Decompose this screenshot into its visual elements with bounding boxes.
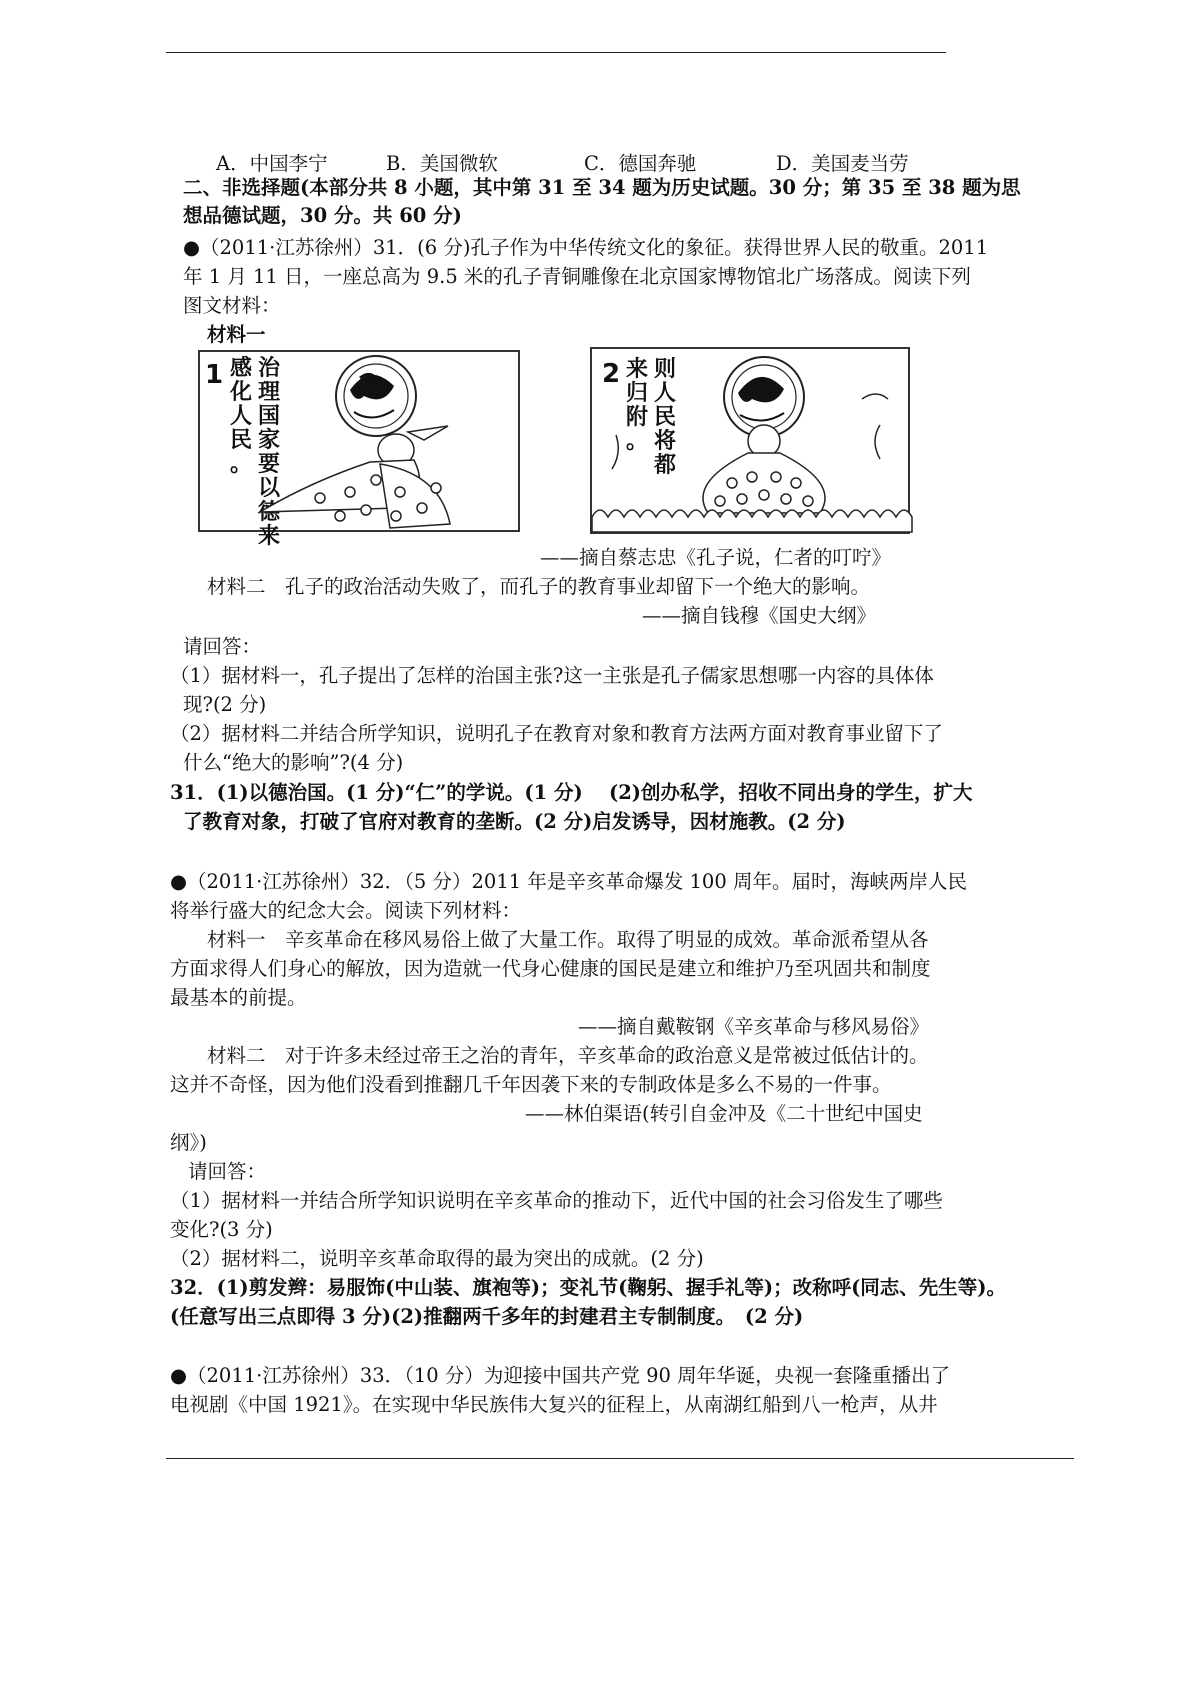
panel-2-caption-col1: 则 人 民 将 都 bbox=[653, 356, 676, 478]
q32-answer-line1: 32．(1)剪发辫：易服饰(中山装、旗袍等)；变礼节(鞠躬、握手礼等)；改称呼(同志、先生等)。 bbox=[170, 1276, 1007, 1299]
q32-m2-source2: 纲》) bbox=[170, 1131, 207, 1154]
option-c: C．德国奔驰 bbox=[584, 152, 697, 175]
footer-rule bbox=[166, 1458, 1074, 1459]
q32-q1-line2: 变化?(3 分) bbox=[170, 1218, 273, 1241]
q31-q2-line2: 什么“绝大的影响”?(4 分) bbox=[183, 751, 404, 774]
confucius-figure-2 bbox=[592, 349, 908, 532]
option-a: A．中国李宁 bbox=[216, 152, 328, 175]
panel-2-caption-col2: 来 归 附 。 bbox=[625, 356, 648, 454]
q31-material2: 材料二 孔子的政治活动失败了，而孔子的教育事业却留下一个绝大的影响。 bbox=[207, 575, 871, 598]
q31-q2-line1: （2）据材料二并结合所学知识，说明孔子在教育对象和教育方法两方面对教育事业留下了 bbox=[170, 722, 943, 745]
header-rule bbox=[166, 52, 946, 53]
q31-source2: ——摘自钱穆《国史大纲》 bbox=[642, 604, 877, 627]
panel-1-number: 1 bbox=[205, 360, 224, 390]
comic-panel-2 bbox=[590, 347, 910, 534]
panel-2-number: 2 bbox=[602, 359, 621, 389]
q31-line2: 年 1 月 11 日，一座总高为 9.5 米的孔子青铜雕像在北京国家博物馆北广场落成。阅读下列 bbox=[183, 265, 971, 288]
q31-line1: ●（2011·江苏徐州）31．(6 分)孔子作为中华传统文化的象征。获得世界人民的敬重。2011 bbox=[183, 236, 989, 259]
q32-line1: ●（2011·江苏徐州）32．（5 分）2011 年是辛亥革命爆发 100 周年。届时，海峡两岸人民 bbox=[170, 870, 967, 893]
q31-answer-line2: 了教育对象，打破了官府对教育的垄断。(2 分)启发诱导，因材施教。(2 分) bbox=[183, 810, 846, 833]
q32-q2-line1: （2）据材料二，说明辛亥革命取得的最为突出的成就。(2 分) bbox=[170, 1247, 704, 1270]
q32-m2-source1: ——林伯渠语(转引自金冲及《二十世纪中国史 bbox=[525, 1102, 923, 1125]
q32-m1-source: ——摘自戴鞍钢《辛亥革命与移风易俗》 bbox=[578, 1015, 930, 1038]
q32-line2: 将举行盛大的纪念大会。阅读下列材料： bbox=[170, 899, 522, 922]
panel-1-caption-col2: 感 化 人 民 。 bbox=[229, 355, 252, 477]
q31-q1-line1: （1）据材料一，孔子提出了怎样的治国主张?这一主张是孔子儒家思想哪一内容的具体体 bbox=[170, 664, 934, 687]
option-d: D．美国麦当劳 bbox=[776, 152, 909, 175]
option-b: B．美国微软 bbox=[386, 152, 498, 175]
q31-q1-line2: 现?(2 分) bbox=[183, 693, 267, 716]
q31-source1: ——摘自蔡志忠《孔子说，仁者的叮咛》 bbox=[540, 546, 892, 569]
q33-line1: ●（2011·江苏徐州）33．（10 分）为迎接中国共产党 90 周年华诞，央视一套隆重播出了 bbox=[170, 1364, 951, 1387]
q32-m1-line3: 最基本的前提。 bbox=[170, 986, 307, 1009]
q33-line2: 电视剧《中国 1921》。在实现中华民族伟大复兴的征程上，从南湖红船到八一枪声，从井 bbox=[170, 1393, 938, 1416]
confucius-figure-1 bbox=[200, 352, 518, 530]
q32-m2-line1: 材料二 对于许多未经过帝王之治的青年，辛亥革命的政治意义是常被过低估计的。 bbox=[207, 1044, 929, 1067]
section-heading-line2: 想品德试题，30 分。共 60 分) bbox=[183, 204, 462, 227]
section-heading-line1: 二、非选择题(本部分共 8 小题，其中第 31 至 34 题为历史试题。30 分；第 35 至 38 题为思 bbox=[183, 176, 1021, 199]
q32-q1-line1: （1）据材料一并结合所学知识说明在辛亥革命的推动下，近代中国的社会习俗发生了哪些 bbox=[170, 1189, 943, 1212]
q31-prompt: 请回答： bbox=[183, 635, 262, 658]
q31-line3: 图文材料： bbox=[183, 294, 281, 317]
q32-m1-line2: 方面求得人们身心的解放，因为造就一代身心健康的国民是建立和维护乃至巩固共和制度 bbox=[170, 957, 931, 980]
q31-answer-line1: 31．(1)以德治国。(1 分)“仁”的学说。(1 分) (2)创办私学，招收不同出身的学生，扩大 bbox=[170, 781, 973, 804]
comic-panel-1 bbox=[198, 350, 520, 549]
q32-prompt: 请回答： bbox=[188, 1160, 267, 1183]
q32-answer-line2: (任意写出三点即得 3 分)(2)推翻两千多年的封建君主专制制度。 (2 分) bbox=[170, 1305, 804, 1328]
panel-1-caption-col1: 治 理 国 家 要 以 来 bbox=[257, 355, 280, 549]
q32-m2-line2: 这并不奇怪，因为他们没看到推翻几千年因袭下来的专制政体是多么不易的一件事。 bbox=[170, 1073, 892, 1096]
q31-material1-label: 材料一 bbox=[207, 323, 266, 346]
q32-m1-line1: 材料一 辛亥革命在移风易俗上做了大量工作。取得了明显的成效。革命派希望从各 bbox=[207, 928, 929, 951]
